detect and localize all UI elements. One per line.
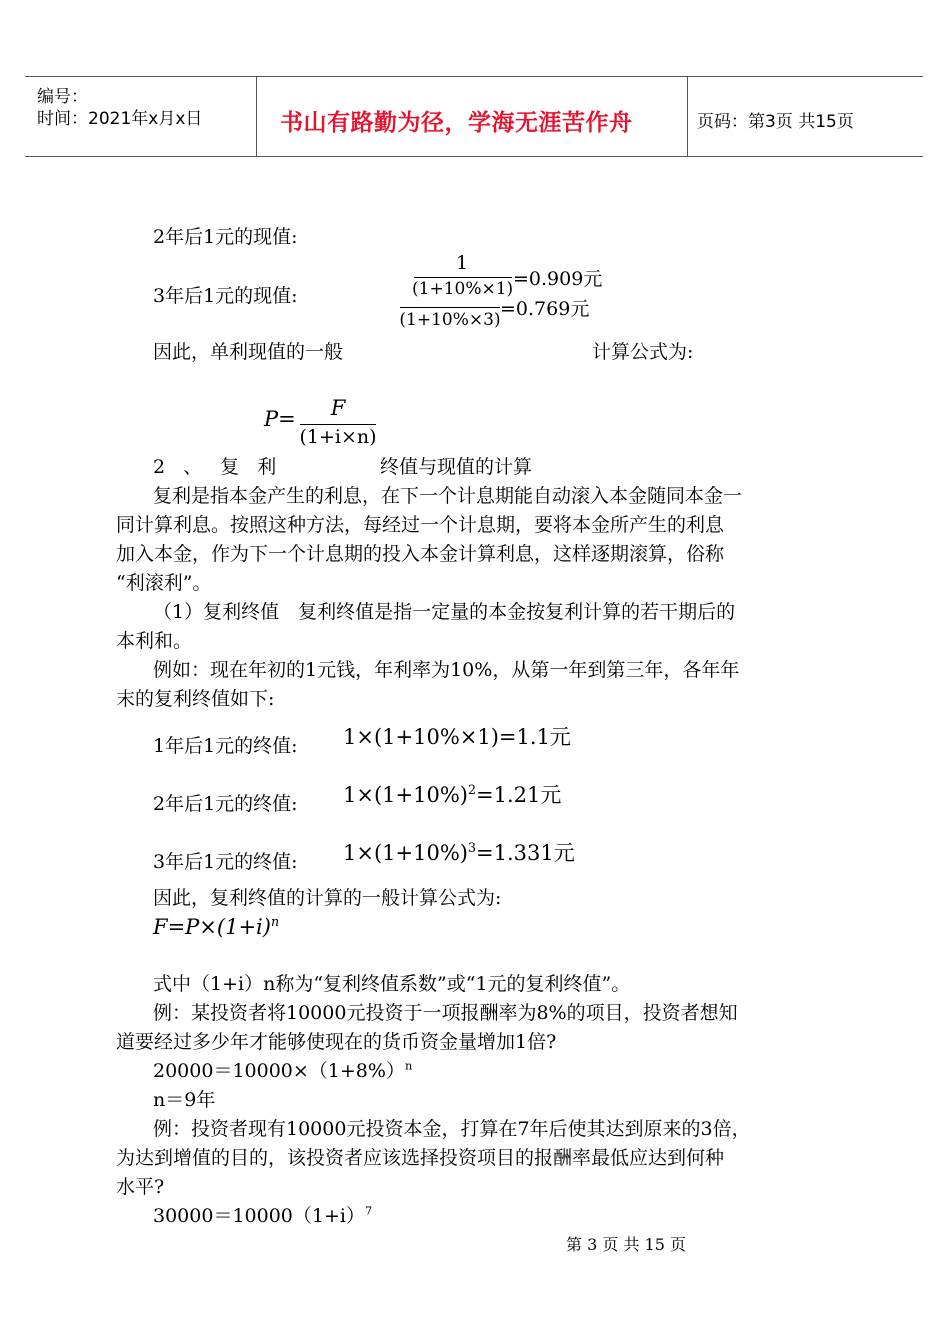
formula-f-expr: F=P×(1+i)	[153, 915, 271, 939]
simple-formula-intro-b: 计算公式为:	[592, 341, 694, 363]
fv1-label: 1年后1元的终值:	[153, 735, 298, 757]
fv3-exponent: 3	[467, 840, 476, 855]
example1-eq-text: 20000＝10000×（1+8%）	[153, 1060, 405, 1082]
example1-answer: n＝9年	[153, 1089, 216, 1111]
frac1-result: =0.909元	[513, 268, 603, 290]
page-footer: 第 3 页 共 15 页	[566, 1235, 686, 1254]
pv3-label: 3年后1元的现值:	[153, 285, 298, 307]
para1-line4: “利滚利”。	[116, 572, 212, 594]
example2-line3: 水平?	[116, 1176, 165, 1198]
example2-eq-text: 30000＝10000（1+i）	[153, 1205, 365, 1227]
section2-heading-a: 2 、 复 利	[153, 456, 283, 478]
frac2-bar	[400, 307, 500, 308]
para1-line2: 同计算利息。按照这种方法，每经过一个计息期，要将本金所产生的利息	[116, 514, 725, 536]
header-number-label: 编号：	[37, 87, 88, 107]
header-divider-right	[687, 76, 688, 156]
frac1-denominator: (1+10%×1)	[412, 279, 514, 299]
formula-p-lhs: P=	[264, 407, 296, 431]
example2-eq-exponent: 7	[364, 1203, 373, 1218]
example2-equation	[153, 1201, 372, 1228]
header-slogan: 书山有路勤为径，学海无涯苦作舟	[280, 110, 633, 136]
fv2-expr-b: =1.21元	[476, 783, 562, 807]
fv3-label: 3年后1元的终值:	[153, 851, 298, 873]
example1-equation	[153, 1056, 412, 1083]
simple-formula-intro-a: 因此，单利现值的一般	[153, 341, 344, 363]
fv2-exponent: 2	[467, 782, 476, 797]
pv2-label: 2年后1元的现值:	[153, 226, 298, 248]
compound-formula-intro: 因此，复利终值的计算的一般计算公式为:	[153, 887, 502, 909]
frac1-numerator: 1	[455, 252, 469, 274]
formula-p-numerator: F	[330, 396, 346, 420]
fv3-expression	[343, 837, 575, 867]
formula-p-bar	[300, 424, 376, 425]
formula-f	[153, 914, 279, 939]
para3-line2: 末的复利终值如下:	[116, 688, 275, 710]
example2-line2: 为达到增值的目的，该投资者应该选择投资项目的报酬率最低应达到何种	[116, 1147, 725, 1169]
fv2-expr-a: 1×(1+10%)	[343, 783, 468, 807]
fv2-label: 2年后1元的终值:	[153, 793, 298, 815]
fv2-expression	[343, 779, 561, 809]
frac2-result: =0.769元	[500, 298, 590, 320]
header-time-label: 时间：2021年x月x日	[37, 109, 203, 129]
frac2-denominator: (1+10%×3)	[399, 310, 501, 330]
para2-line1: （1）复利终值 复利终值是指一定量的本金按复利计算的若干期后的	[153, 601, 736, 623]
header-bottom-rule	[25, 156, 923, 157]
example1-eq-exponent: n	[404, 1058, 413, 1073]
header-page-info: 页码：第3页 共15页	[697, 112, 854, 132]
formula-p-denominator: (1+i×n)	[299, 426, 377, 448]
fv3-expr-b: =1.331元	[476, 841, 575, 865]
frac1-bar	[414, 277, 512, 278]
para3-line1: 例如：现在年初的1元钱，年利率为10%，从第一年到第三年，各年年	[153, 659, 740, 681]
coefficient-line: 式中（1+i）n称为“复利终值系数”或“1元的复利终值”。	[153, 973, 631, 995]
formula-f-exponent: n	[270, 914, 280, 929]
header-top-rule	[25, 76, 923, 77]
example1-line2: 道要经过多少年才能够使现在的货币资金量增加1倍?	[116, 1031, 557, 1053]
para1-line1: 复利是指本金产生的利息，在下一个计息期能自动滚入本金随同本金一	[153, 485, 743, 507]
section2-heading-b: 终值与现值的计算	[380, 456, 533, 478]
para1-line3: 加入本金，作为下一个计息期的投入本金计算利息，这样逐期滚算，俗称	[116, 543, 725, 565]
example2-line1: 例：投资者现有10000元投资本金，打算在7年后使其达到原来的3倍，	[153, 1118, 751, 1140]
example1-line1: 例：某投资者将10000元投资于一项报酬率为8%的项目，投资者想知	[153, 1002, 738, 1024]
header-divider-left	[256, 76, 257, 156]
fv1-expression: 1×(1+10%×1)=1.1元	[343, 725, 571, 749]
fv3-expr-a: 1×(1+10%)	[343, 841, 468, 865]
para2-line2: 本利和。	[116, 630, 193, 652]
